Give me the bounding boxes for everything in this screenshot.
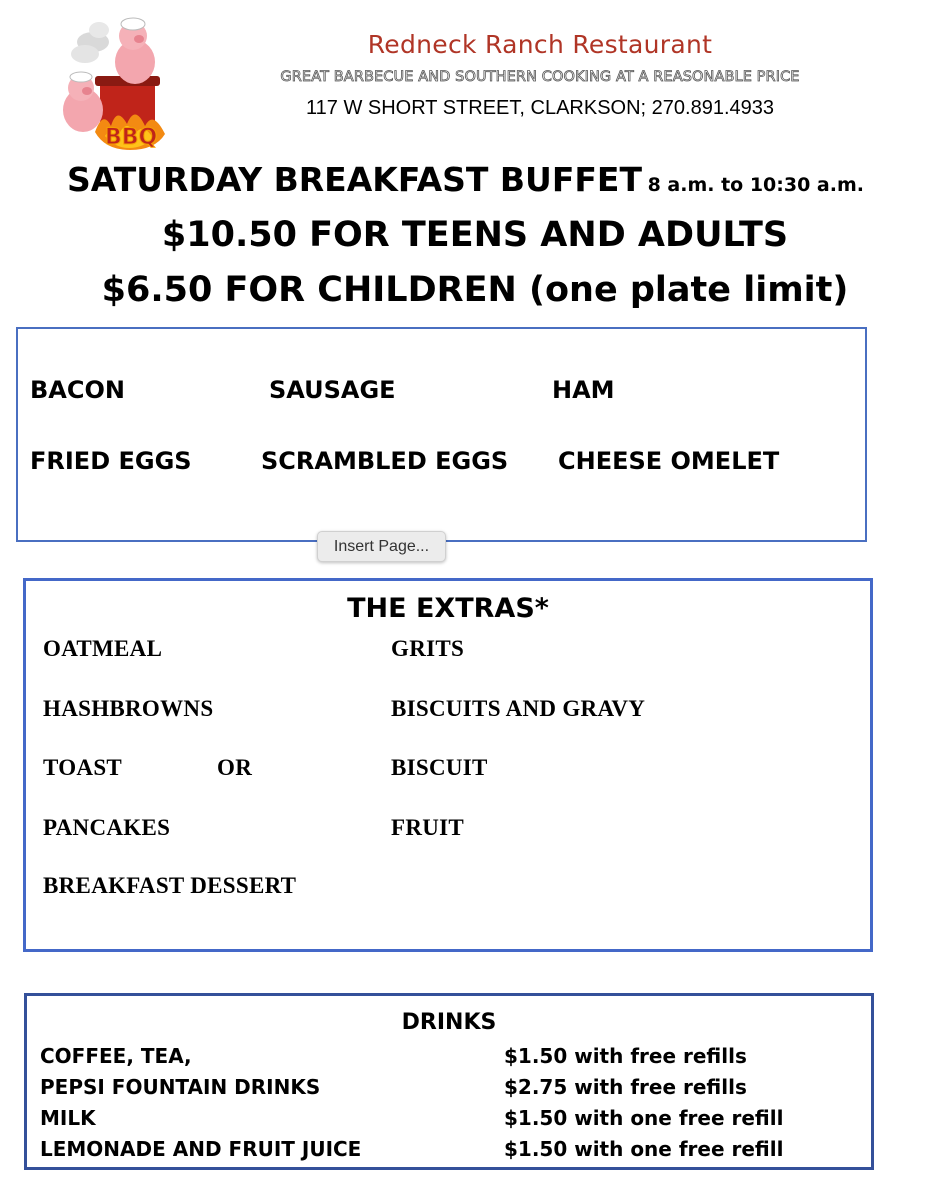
extras-item: BISCUITS AND GRAVY: [391, 696, 646, 721]
address: 117 W SHORT STREET, CLARKSON; 270.891.4933: [306, 97, 774, 119]
extras-item: GRITS: [391, 636, 465, 661]
extras-title: THE EXTRAS*: [347, 593, 549, 624]
main-item: SCRAMBLED EGGS: [261, 447, 509, 475]
main-item: HAM: [552, 376, 615, 404]
extras-item: HASHBROWNS: [43, 696, 214, 721]
insert-page-button[interactable]: Insert Page...: [317, 531, 446, 562]
buffet-title: [0, 160, 931, 199]
extras-box: [23, 578, 873, 952]
drink-price: $1.50 with one free refill: [504, 1106, 784, 1130]
drink-price: $1.50 with one free refill: [504, 1137, 784, 1161]
main-item: SAUSAGE: [269, 376, 396, 404]
drink-name: PEPSI FOUNTAIN DRINKS: [40, 1075, 321, 1099]
extras-item: OR: [217, 755, 253, 780]
drink-name: MILK: [40, 1106, 96, 1130]
extras-item: FRUIT: [391, 815, 465, 840]
restaurant-name: Redneck Ranch Restaurant: [367, 30, 713, 59]
drinks-box: [24, 993, 874, 1170]
buffet-hours: 8 a.m. to 10:30 a.m.: [647, 174, 864, 196]
drink-price: $2.75 with free refills: [504, 1075, 747, 1099]
main-item: BACON: [30, 376, 125, 404]
price-children: $6.50 FOR CHILDREN (one plate limit): [101, 270, 849, 310]
main-items-box: [16, 327, 867, 542]
extras-item: PANCAKES: [43, 815, 171, 840]
extras-item: TOAST: [43, 755, 123, 780]
drink-price: $1.50 with free refills: [504, 1044, 747, 1068]
main-item: FRIED EGGS: [30, 447, 192, 475]
main-item: CHEESE OMELET: [558, 447, 780, 475]
price-adults: $10.50 FOR TEENS AND ADULTS: [161, 215, 789, 255]
extras-item: BREAKFAST DESSERT: [43, 873, 297, 898]
drink-name: COFFEE, TEA,: [40, 1044, 192, 1068]
drinks-title: DRINKS: [401, 1010, 497, 1035]
drink-name: LEMONADE AND FRUIT JUICE: [40, 1137, 362, 1161]
tagline: GREAT BARBECUE AND SOUTHERN COOKING AT A REASONABLE PRICE: [280, 69, 800, 85]
buffet-title-text: SATURDAY BREAKFAST BUFFET: [67, 160, 642, 199]
logo-bbq-text: BBQ: [105, 125, 158, 150]
extras-item: OATMEAL: [43, 636, 163, 661]
bbq-pigs-logo-icon: [55, 14, 173, 152]
extras-item: BISCUIT: [391, 755, 488, 780]
